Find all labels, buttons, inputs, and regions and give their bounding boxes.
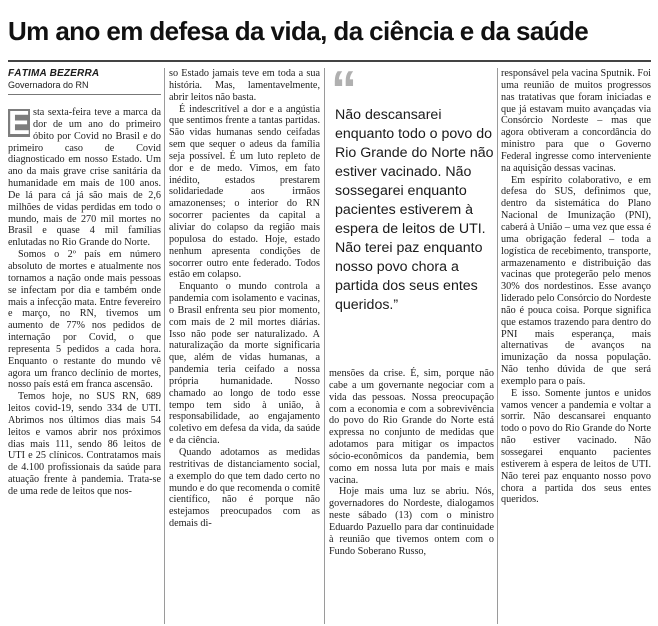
paragraph: Quando adotamos as medidas restritivas de distanciamento social, a exemplo do que tem dado certo no mundo e do que recomenda o comitê científico, não é porque não estejamos preocupados com as demais di- (169, 447, 320, 530)
author-role: Governadora do RN (8, 80, 161, 95)
pull-quote-text: Não descansarei enquanto todo o povo do Rio Grande do Norte não estiver vacinado. Não sossegarei enquanto pacientes estiverem à espera de leitos de UTI. Não terei paz enquanto nosso povo chora a partida dos seus entes queridos.” (335, 107, 494, 313)
paragraph: Em espírito colaborativo, e em defesa do SUS, definimos que, dentro da sistemática do Plano Nacional de Imunização (PNI), caberá à União – uma vez que essa é uma obrigação federal – toda a logística de recebimento, transporte, armazenamento e distribuição das vacinas que protegerão pelo menos 30% dos nordestinos. Esse avanço liderado pelo Consórcio do Nordeste não é pouca coisa. Porque significa que estamos trazendo para dentro do PNI mais esperança, mais alternativas de avanços na imunização da nossa população. Não tenho dúvida de que será exemplo para o país. (501, 174, 651, 387)
column-4 (501, 68, 651, 624)
column-1 (8, 68, 161, 624)
paragraph: Enquanto o mundo controla a pandemia com isolamento e vacinas, o Brasil enfrenta seu pior momento, com mais de 2 mil mortes diárias. Isso não pode ser naturalizado. A naturalização da morte significaria que, além de vidas humanas, a pandemia teria ceifado a nossa própria humanidade. Nosso chamado ao longo de todo esse tempo tem sido à união, à responsabilidade, ao engajamento coletivo em defesa da vida, da saúde e da ciência. (169, 281, 320, 447)
headline-rule (8, 60, 651, 62)
column-divider (164, 68, 165, 624)
drop-cap: E (8, 104, 31, 141)
paragraph (8, 104, 161, 249)
column-2 (169, 68, 320, 624)
quote-mark-icon: “ (331, 68, 357, 119)
author-name: FÁTIMA BEZERRA (8, 68, 100, 79)
article-headline: Um ano em defesa da vida, da ciência e da saúde (8, 16, 589, 46)
pull-quote (329, 68, 494, 368)
paragraph-text: sta sexta-feira teve a marca da dor de um ano do primeiro óbito por Covid no Brasil e do primeiro caso de Covid diagnosticado em nosso Estado. Um ano da mais grave crise sanitária da humanidade em mais de 100 anos. De lá para cá já são mais de 2,6 milhões de vidas perdidas em todo o mundo, mais de 270 mil mortes no Brasil e quase 4 mil famílias enlutadas no Rio Grande do Norte. (8, 107, 161, 249)
paragraph: so Estado jamais teve em toda a sua história. Mas, lamentavelmente, abrir leitos não basta. (169, 68, 320, 103)
paragraph: Somos o 2º país em número absoluto de mortes e atualmente nos tornamos a nação onde mais pessoas se infectam por dia e também onde mais a infecção mata. Entre fevereiro e março, no RN, tivemos um aumento de 77% nos pedidos de internação por Covid, o que representa 5 pedidos a cada hora. Enquanto o restante do mundo vê agora um franco declínio de mortes, nosso país está em franca ascensão. (8, 249, 161, 391)
paragraph: E isso. Somente juntos e unidos vamos vencer a pandemia e voltar a sorrir. Não descansarei enquanto todo o povo do Rio Grande do Norte não estiver vacinado. Não sossegarei enquanto pacientes estiverem à espera de leitos de UTI. Não terei paz enquanto nosso povo chora a partida dos seus entes queridos. (501, 387, 651, 506)
paragraph: mensões da crise. É, sim, porque não cabe a um governante negociar com a vida das pessoas. Nossa preocupação com a economia e com a sobrevivência do povo do Rio Grande do Norte está expressa no conjunto de medidas que adotamos para mitigar os impactos sócio-econômicos da pandemia, bem como em nossa luta por mais e mais vacina. (329, 368, 494, 486)
column-divider (324, 68, 325, 624)
paragraph: É indescritível a dor e a angústia que sentimos frente a tantas partidas. São vidas humanas sendo ceifadas sem que sequer o adeus da família seja possível. É um luto repleto de dor e de medo. Vimos, em fato inédito, estados prestarem solidariedade aos irmãos amazonenses; o interior do RN socorrer pacientes da capital a aliviar do colapso da região mais populosa do estado. Hoje, estado nenhum apresenta condições de socorrer outro ente federado. Todos estão em colapso. (169, 103, 320, 281)
paragraph: Hoje mais uma luz se abriu. Nós, governadores do Nordeste, dialogamos neste sábado (13) com o ministro Eduardo Pazuello para dar continuidade à reunião que tivemos ontem com o Fundo Soberano Russo, (329, 486, 494, 557)
column-divider (497, 68, 498, 624)
paragraph: responsável pela vacina Sputnik. Foi uma reunião de muitos progressos nas tratativas que foram iniciadas e que já estavam muito avançadas via Consórcio Nordeste – mas que agora obtiveram a concordância do ministro para que o Governo Federal ingresse como interveniente na aquisição dessas vacinas. (501, 68, 651, 174)
paragraph: Temos hoje, no SUS RN, 689 leitos covid-19, sendo 334 de UTI. Abrimos nos últimos dias mais 54 leitos e vamos abrir nos próximos dias mais 111, sendo 86 leitos de UTI e 25 clínicos. Contratamos mais de 4.100 profissionais da saúde para atuação frente à pandemia. Trata-se de uma rede de leitos que nos- (8, 391, 161, 497)
column-3 (329, 68, 494, 624)
